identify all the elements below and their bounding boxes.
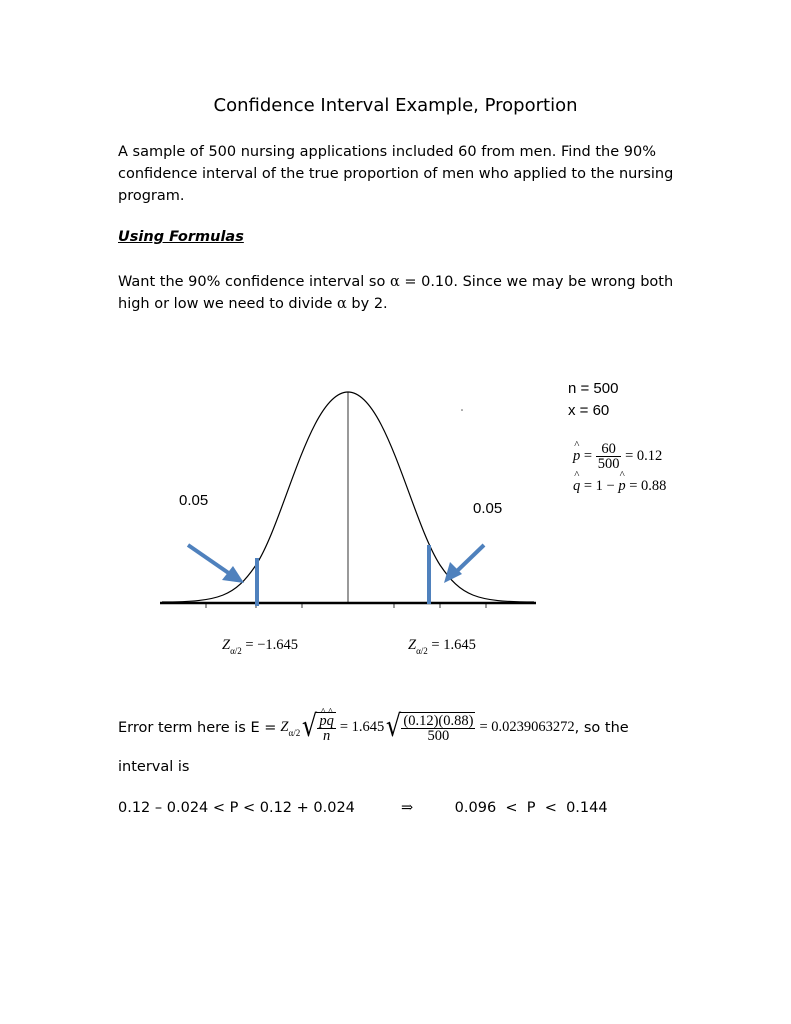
sqrt-pq-over-n: √ ^ $\frac{p\^{} q}{n}$ (300, 712, 336, 743)
left-arrow (188, 545, 244, 583)
q-hat-formula: ^ q = 1 − ^ p = 0.88 (573, 478, 666, 495)
error-result: = 0.0239063272 (479, 719, 575, 735)
implies-arrow: ⇒ (401, 800, 414, 816)
left-tail-label: 0.05 (179, 492, 209, 509)
error-suffix: , so the (574, 719, 629, 736)
section-heading: Using Formulas (118, 229, 244, 245)
alpha-symbol: α (389, 274, 400, 290)
x-value: x = 60 (568, 402, 610, 419)
error-term-line: Error term here is E = $Z_{\alpha/2}$ √ ^ $\frac{p\^{} q}{n}$ = 1.645 √ $\frac{(0.12)(0.88)}{500}$ = 0.0239063272 , so the (118, 712, 629, 743)
error-prefix: Error term here is E = (118, 719, 277, 736)
final-interval (118, 800, 608, 816)
interval-result: 0.096 < P < 0.144 (454, 800, 608, 816)
explanation-part2: = 0.10. Since we may be wrong both high or low we need to divide (118, 274, 674, 312)
interval-expression: 0.12 – 0.024 < P < 0.12 + 0.024 (118, 800, 355, 816)
explanation-part1: Want the 90% confidence interval so (118, 274, 390, 290)
interval-label: interval is (118, 759, 190, 775)
alpha-symbol-2: α (337, 296, 347, 312)
sqrt-numeric: √ $\frac{(0.12)(0.88)}{500}$ (386, 709, 474, 744)
right-arrow (444, 545, 484, 583)
problem-statement: A sample of 500 nursing applications included 60 from men. Find the 90% confidence interval of the true proportion of men who applied to the nursing program. (118, 144, 674, 204)
speck (461, 409, 463, 411)
explanation-part3: by 2. (346, 296, 388, 312)
given-values (568, 378, 618, 422)
page-title: Confidence Interval Example, Proportion (213, 95, 578, 116)
right-tail-label: 0.05 (473, 500, 503, 517)
p-hat-formula: ^ p = $\frac{60}{500}$ = 0.12 (573, 442, 662, 471)
z-left-critical: $Z_{\alpha/2} = -1.645$ (222, 637, 299, 656)
z-right-critical: $Z_{\alpha/2} = 1.645$ (408, 637, 476, 656)
n-value: n = 500 (568, 380, 619, 397)
